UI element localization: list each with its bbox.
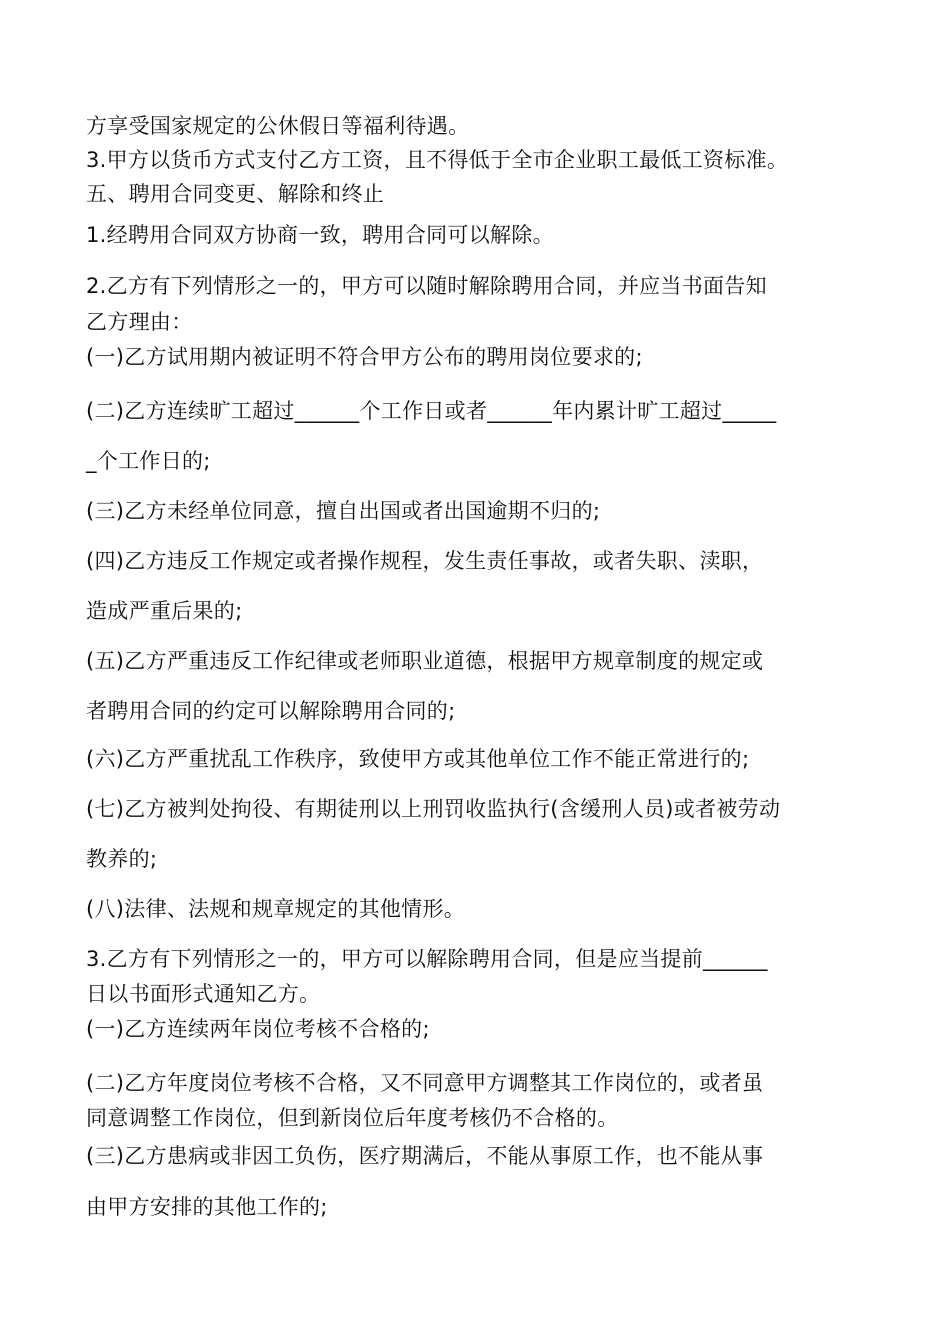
text-line: _个工作日的;	[86, 449, 211, 473]
text-line: (二)乙方连续旷工超过______个工作日或者______年内累计旷工超过_____	[86, 399, 777, 423]
text-line: (一)乙方试用期内被证明不符合甲方公布的聘用岗位要求的;	[86, 345, 643, 369]
text-line: (七)乙方被判处拘役、有期徒刑以上刑罚收监执行(含缓刑人员)或者被劳动	[86, 797, 781, 821]
text-line: 方享受国家规定的公休假日等福利待遇。	[86, 114, 470, 138]
text-line: (四)乙方违反工作规定或者操作规程，发生责任事故，或者失职、渎职，	[86, 549, 764, 573]
text-line: (五)乙方严重违反工作纪律或老师职业道德，根据甲方规章制度的规定或	[86, 649, 764, 673]
text-line: (六)乙方严重扰乱工作秩序，致使甲方或其他单位工作不能正常进行的;	[86, 747, 750, 771]
text-line: 教养的;	[86, 847, 158, 871]
text-line: 由甲方安排的其他工作的;	[86, 1195, 328, 1219]
text-line: 2.乙方有下列情形之一的，甲方可以随时解除聘用合同，并应当书面告知	[86, 274, 767, 298]
text-line: 造成严重后果的;	[86, 599, 243, 623]
text-line: (八)法律、法规和规章规定的其他情形。	[86, 897, 466, 921]
text-line: 者聘用合同的约定可以解除聘用合同的;	[86, 699, 456, 723]
text-line: 1.经聘用合同双方协商一致，聘用合同可以解除。	[86, 223, 554, 247]
text-line: 3.甲方以货币方式支付乙方工资，且不得低于全市企业职工最低工资标准。	[86, 148, 789, 172]
text-line: 日以书面形式通知乙方。	[86, 982, 321, 1006]
text-line: (一)乙方连续两年岗位考核不合格的;	[86, 1017, 430, 1041]
text-line: (三)乙方未经单位同意，擅自出国或者出国逾期不归的;	[86, 499, 601, 523]
text-line: 3.乙方有下列情形之一的，甲方可以解除聘用合同，但是应当提前______	[86, 947, 768, 971]
text-line: 同意调整工作岗位，但到新岗位后年度考核仍不合格的。	[86, 1106, 619, 1130]
text-line: (二)乙方年度岗位考核不合格，又不同意甲方调整其工作岗位的，或者虽	[86, 1071, 764, 1095]
section-heading: 五、聘用合同变更、解除和终止	[86, 182, 385, 206]
text-line: (三)乙方患病或非因工负伤，医疗期满后，不能从事原工作，也不能从事	[86, 1144, 764, 1168]
text-line: 乙方理由：	[86, 310, 193, 334]
